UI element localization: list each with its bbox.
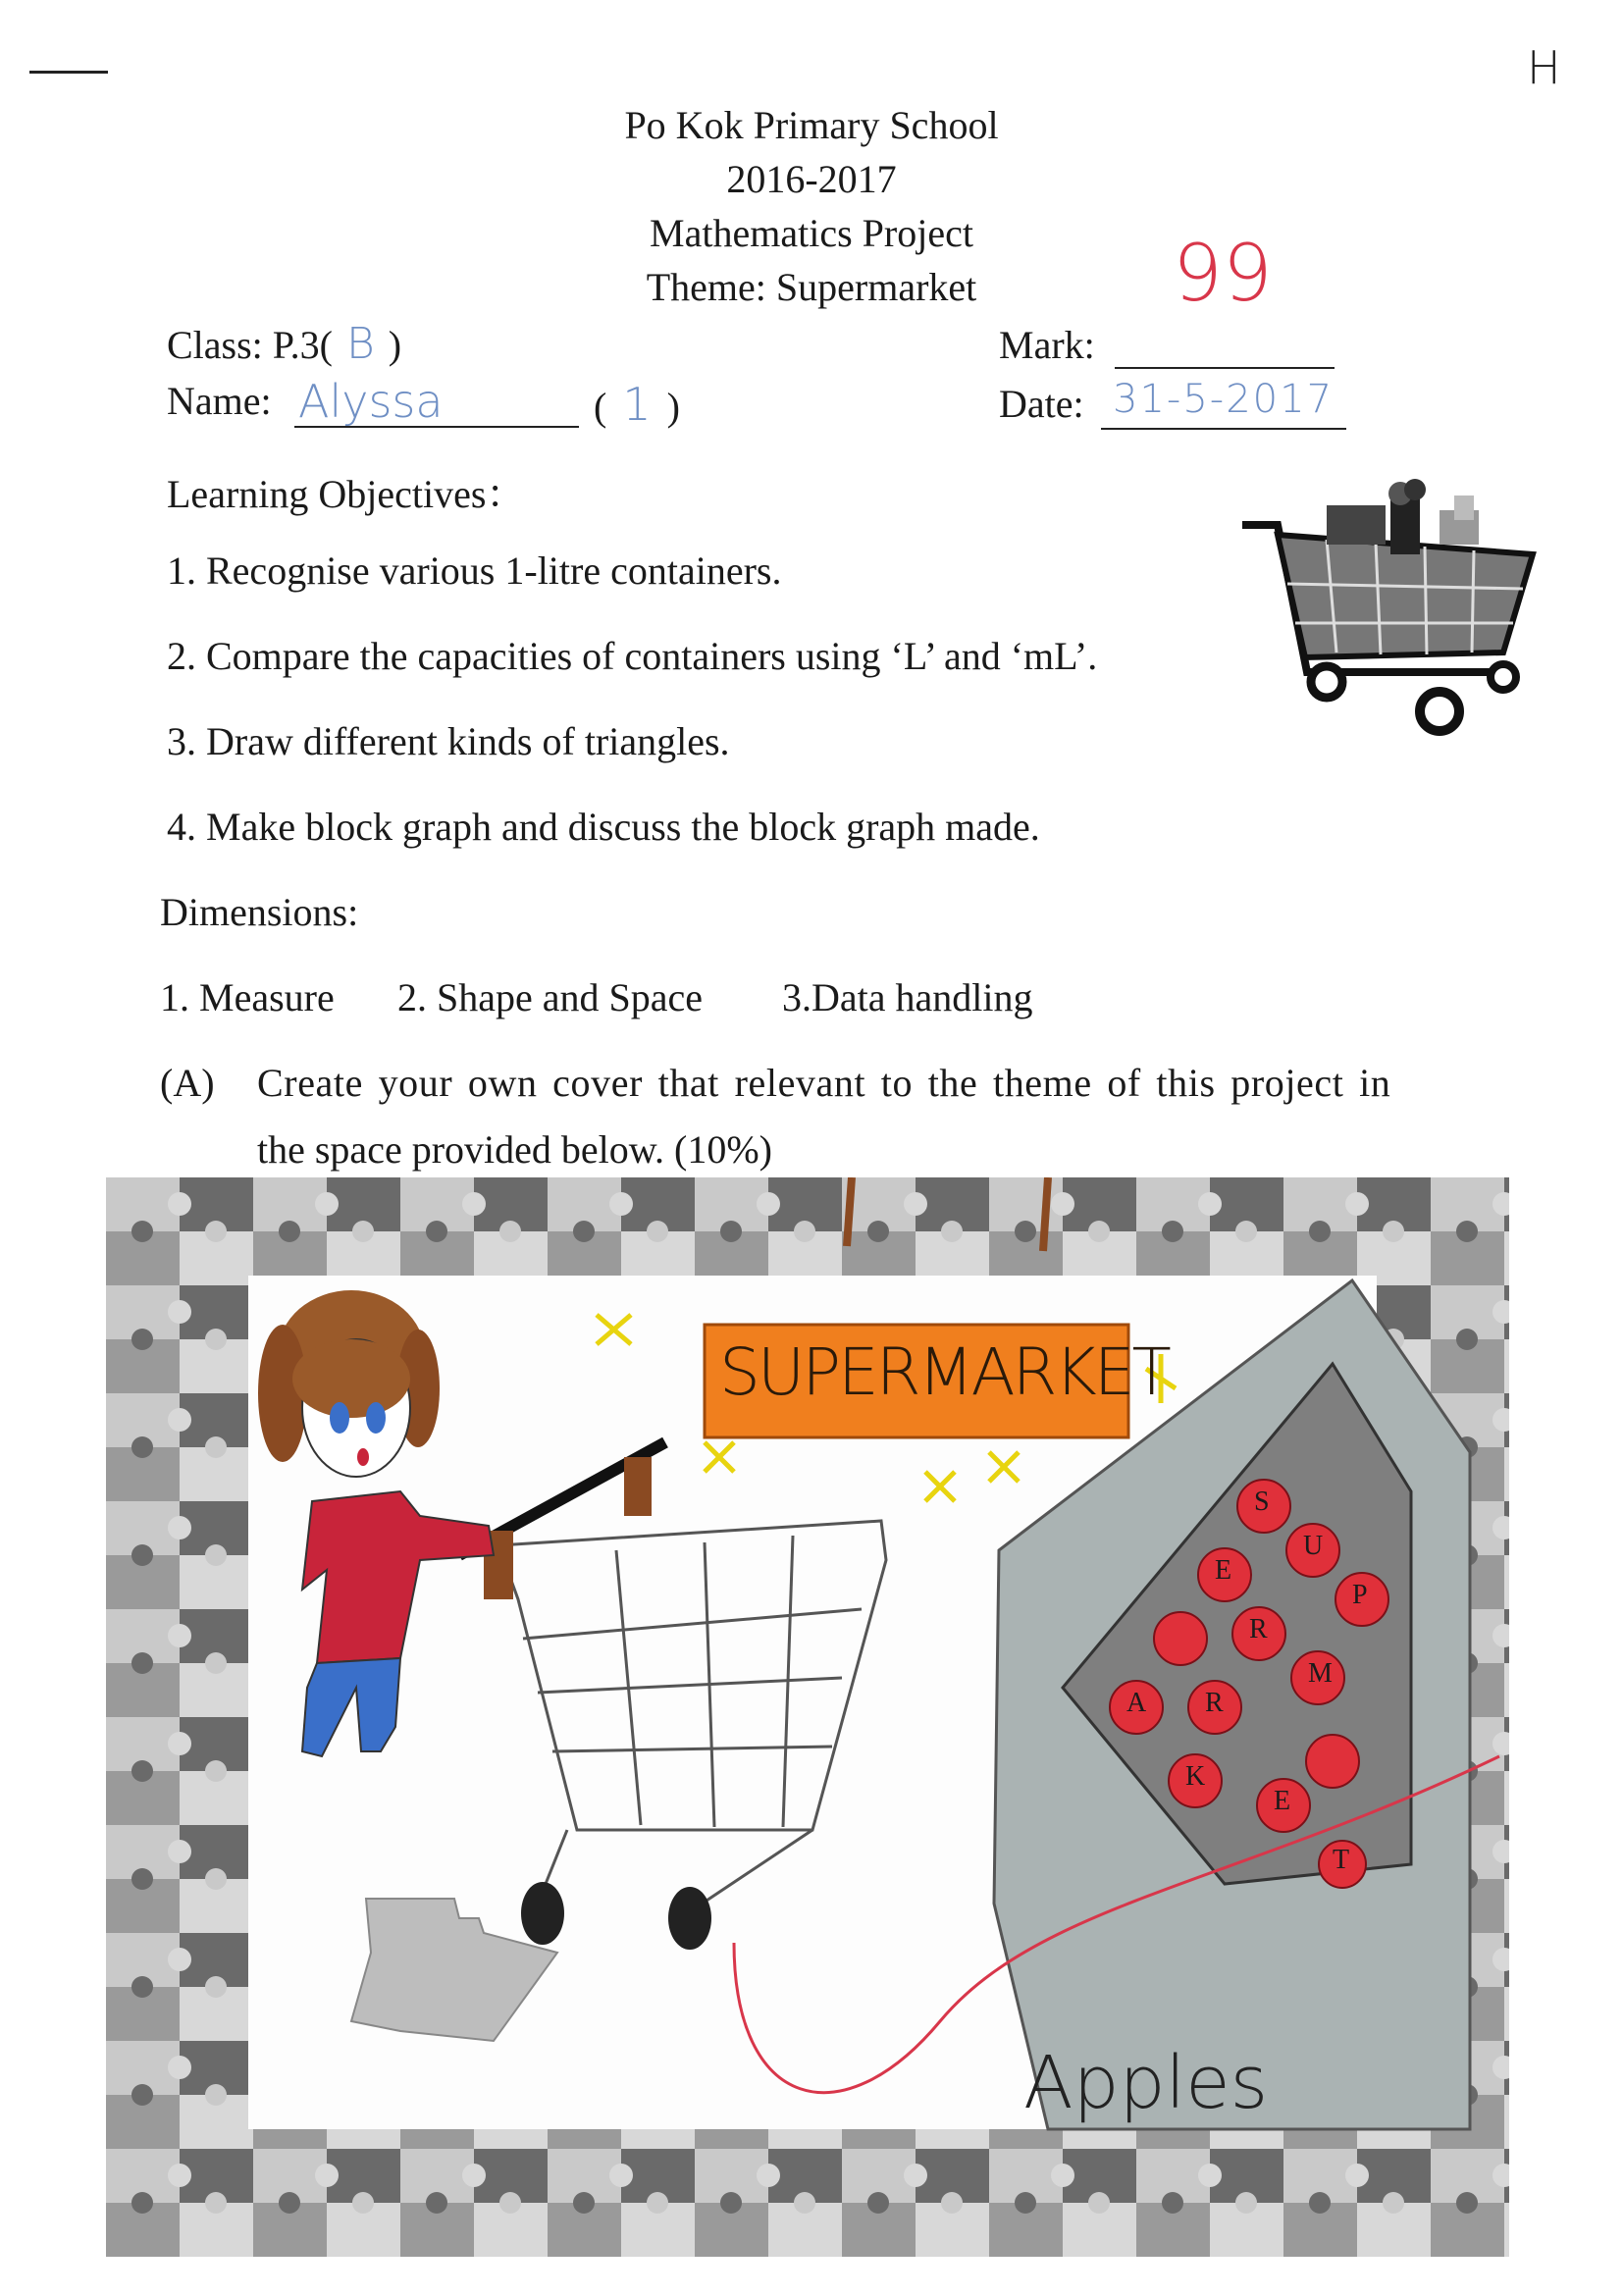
apple-letter: S	[1254, 1487, 1270, 1517]
dimensions-heading: Dimensions:	[160, 890, 359, 934]
dimension-3: 3.Data handling	[782, 975, 1033, 1019]
cover-drawing	[106, 1177, 1509, 2257]
mark-label: Mark:	[999, 323, 1095, 367]
name-line	[294, 375, 579, 428]
class-value: B	[345, 319, 375, 369]
date-label: Date:	[999, 382, 1084, 426]
school-year: 2016-2017	[726, 157, 897, 201]
apples-label: Apples	[1023, 2041, 1269, 2125]
apple-letter: A	[1126, 1688, 1147, 1718]
apple-letter: U	[1303, 1531, 1324, 1561]
project-theme: Theme: Supermarket	[646, 265, 977, 309]
shopping-cart-icon	[1238, 476, 1552, 741]
school-name: Po Kok Primary School	[624, 103, 999, 147]
apple-letter: M	[1308, 1658, 1333, 1689]
class-label: Class: P.3(	[167, 323, 333, 367]
number-value: 1	[622, 378, 652, 431]
apple-letter: E	[1274, 1786, 1291, 1816]
name-field	[167, 378, 272, 424]
objectives-heading: Learning Objectives：	[167, 472, 526, 516]
dimension-1: 1. Measure	[160, 975, 335, 1019]
apple-letter: E	[1215, 1555, 1232, 1586]
number-close: )	[666, 385, 680, 429]
name-label: Name:	[167, 379, 272, 423]
objective-1: 1. Recognise various 1-litre containers.	[167, 548, 782, 593]
date-value: 31-5-2017	[1113, 377, 1335, 422]
mark-value: 99	[1173, 228, 1273, 319]
dimension-2: 2. Shape and Space	[397, 975, 704, 1019]
corner-dash	[29, 71, 108, 74]
class-close: )	[388, 323, 402, 367]
name-value: Alyssa	[298, 375, 444, 428]
apple-letter: R	[1249, 1614, 1268, 1644]
date-line	[1101, 377, 1346, 430]
apple-letter: K	[1185, 1761, 1206, 1792]
task-line-2: the space provided below. (10%)	[257, 1127, 772, 1172]
apple-letter: T	[1333, 1845, 1350, 1875]
project-title: Mathematics Project	[650, 211, 973, 255]
student-number	[594, 378, 680, 431]
class-field	[167, 319, 401, 369]
supermarket-sign: SUPERMARKET	[719, 1334, 1169, 1410]
apple-letter: R	[1205, 1688, 1224, 1718]
task-label: (A)	[160, 1061, 215, 1105]
objective-3: 3. Draw different kinds of triangles.	[167, 719, 730, 763]
apple-letter: P	[1352, 1580, 1368, 1610]
objective-2: 2. Compare the capacities of containers using ‘L’ and ‘mL’.	[167, 634, 1098, 678]
corner-mark: H	[1527, 41, 1561, 94]
mark-line	[1115, 324, 1335, 369]
objective-4: 4. Make block graph and discuss the block graph made.	[167, 805, 1040, 849]
task-line-1: Create your own cover that relevant to the theme of this project in	[257, 1061, 1391, 1105]
number-open: (	[594, 385, 607, 429]
